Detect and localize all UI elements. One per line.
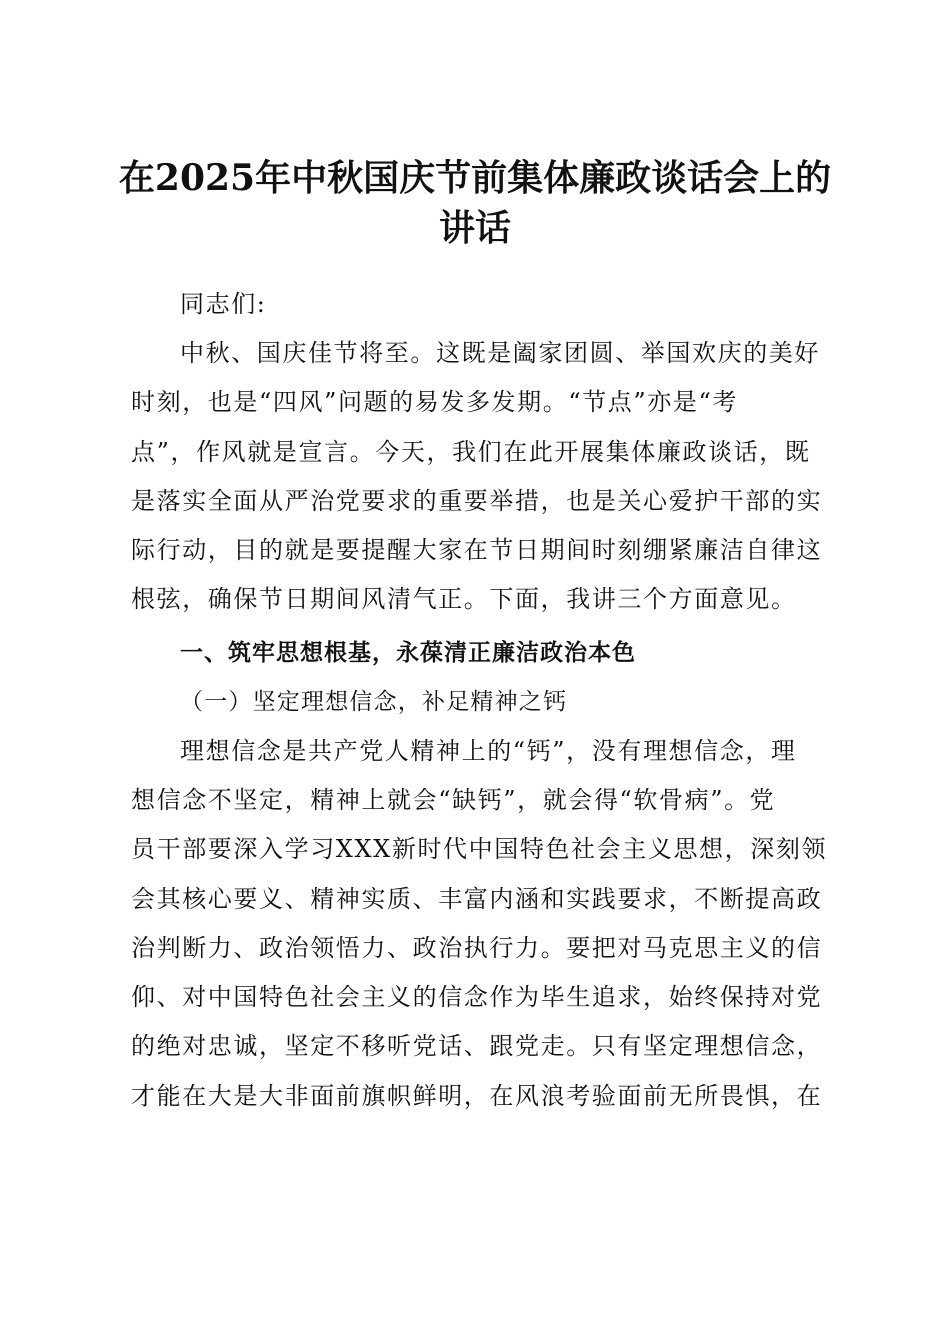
intro-line: 际行动，目的就是要提醒大家在节日期间时刻绷紧廉洁自律这 xyxy=(131,536,823,564)
document-title-line-1: 在2025年中秋国庆节前集体廉政谈话会上的 xyxy=(118,157,832,199)
intro-line: 点”，作风就是宣言。今天，我们在此开展集体廉政谈话，既 xyxy=(131,438,811,466)
body-line: 员干部要深入学习XXX新时代中国特色社会主义思想，深刻领 xyxy=(131,835,828,863)
body-line: 仰、对中国特色社会主义的信念作为毕生追求，始终保持对党 xyxy=(131,983,823,1011)
body-line: 治判断力、政治领悟力、政治执行力。要把对马克思主义的信 xyxy=(131,934,823,962)
intro-line: 中秋、国庆佳节将至。这既是阖家团圆、举国欢庆的美好 xyxy=(180,339,820,367)
body-line: 理想信念是共产党人精神上的“钙”，没有理想信念，理 xyxy=(180,737,797,765)
intro-line: 是落实全面从严治党要求的重要举措，也是关心爱护干部的实 xyxy=(131,487,823,515)
intro-line: 时刻，也是“四风”问题的易发多发期。“节点”亦是“考 xyxy=(131,388,738,416)
intro-line: 根弦，确保节日期间风清气正。下面，我讲三个方面意见。 xyxy=(131,585,797,613)
body-line: 想信念不坚定，精神上就会“缺钙”，就会得“软骨病”。党 xyxy=(131,786,776,814)
body-line: 的绝对忠诚，坚定不移听党话、跟党走。只有坚定理想信念， xyxy=(131,1032,823,1060)
body-line: 会其核心要义、精神实质、丰富内涵和实践要求，不断提高政 xyxy=(131,885,823,913)
subsection-heading-1-1: （一）坚定理想信念，补足精神之钙 xyxy=(180,689,568,715)
body-line: 才能在大是大非面前旗帜鲜明，在风浪考验面前无所畏惧，在 xyxy=(131,1082,823,1110)
greeting: 同志们: xyxy=(180,290,267,318)
document-title-line-2: 讲话 xyxy=(438,207,511,249)
section-heading-1: 一、筑牢思想根基，永葆清正廉洁政治本色 xyxy=(180,640,636,666)
